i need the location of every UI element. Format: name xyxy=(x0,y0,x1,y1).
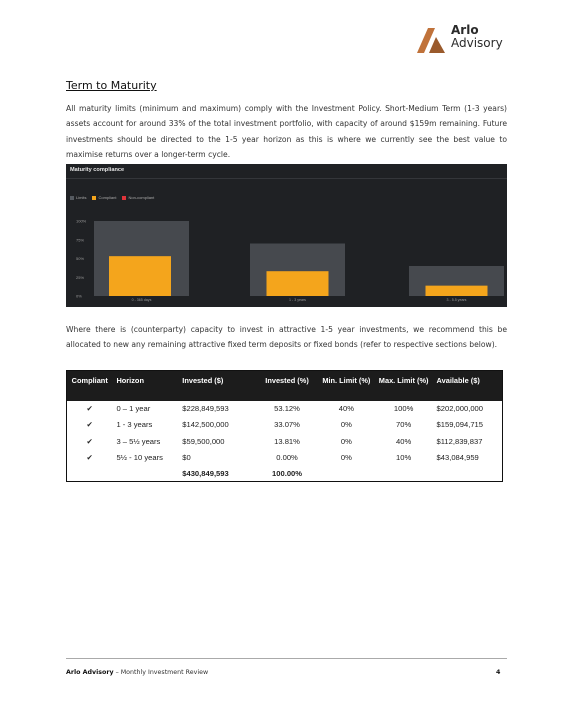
x-tick-label: 1 - 3 years xyxy=(289,298,306,302)
cell-min: 0% xyxy=(340,420,352,430)
y-tick-label: 25% xyxy=(76,274,85,280)
cell-total-invested: $430,849,593 xyxy=(182,469,229,479)
x-tick-label: 0 - 365 days xyxy=(131,298,152,302)
table-total-row xyxy=(67,466,503,482)
maturity-compliance-chart xyxy=(66,164,507,307)
cell-pct: 33.07% xyxy=(274,420,300,430)
arlo-logo-mark-icon xyxy=(415,26,447,54)
cell-empty xyxy=(318,466,375,482)
footer-subtitle: – Monthly Investment Review xyxy=(113,669,209,676)
cell-horizon: 1 - 3 years xyxy=(116,420,153,430)
recommendation-paragraph: Where there is (counterparty) capacity to invest in attractive 1-5 year investments, we recommend this be allocated to new any remaining attractive fixed term deposits or fixed bonds (refer to respective sections below). xyxy=(66,325,507,350)
cell-pct: 0.00% xyxy=(276,453,298,463)
table-row xyxy=(67,433,503,449)
cell-empty xyxy=(112,466,178,482)
col-header-available: Available ($) xyxy=(433,371,503,401)
y-tick-label: 100% xyxy=(76,218,87,224)
check-icon: ✔ xyxy=(86,404,93,414)
bar-compliant xyxy=(267,271,329,296)
y-tick-label: 0% xyxy=(76,293,82,299)
y-tick-label: 50% xyxy=(76,256,85,261)
cell-max: 100% xyxy=(393,404,414,414)
cell-horizon: 3 – 5½ years xyxy=(116,436,161,446)
cell-empty xyxy=(375,466,433,482)
cell-invested: $142,500,000 xyxy=(182,420,229,430)
footer-text xyxy=(66,669,208,676)
check-icon: ✔ xyxy=(86,453,93,463)
cell-min: 0% xyxy=(340,436,352,446)
arlo-logo xyxy=(415,24,525,58)
footer-brand: Arlo Advisory xyxy=(66,669,114,676)
col-header-min-limit: Min. Limit (%) xyxy=(318,371,375,401)
cell-empty xyxy=(67,466,113,482)
cell-min: 40% xyxy=(338,404,354,414)
cell-available: $43,084,959 xyxy=(436,453,479,463)
cell-max: 40% xyxy=(396,436,412,446)
legend-label-compliant: Compliant xyxy=(98,195,117,200)
chart-title: Maturity compliance xyxy=(70,167,125,173)
cell-horizon: 0 – 1 year xyxy=(116,404,151,414)
cell-invested: $228,849,593 xyxy=(182,404,229,414)
legend-label-non-compliant: Non-compliant xyxy=(128,195,155,200)
cell-max: 70% xyxy=(396,420,412,430)
table-row xyxy=(67,449,503,465)
logo-wordmark xyxy=(451,24,503,50)
cell-available: $202,000,000 xyxy=(436,404,483,414)
col-header-invested-pct: Invested (%) xyxy=(256,371,318,401)
logo-line-2: Advisory xyxy=(451,36,503,50)
table-row xyxy=(67,401,503,417)
cell-available: $112,839,837 xyxy=(436,436,483,446)
section-title: Term to Maturity xyxy=(66,79,157,92)
table-header-row xyxy=(67,371,503,401)
cell-empty xyxy=(433,466,503,482)
cell-pct: 13.81% xyxy=(274,436,300,446)
page-number: 4 xyxy=(496,669,501,676)
bar-compliant xyxy=(426,286,488,296)
cell-min: 0% xyxy=(340,453,352,463)
cell-invested: $0 xyxy=(182,453,191,463)
logo-line-1: Arlo xyxy=(451,23,479,37)
intro-paragraph: All maturity limits (minimum and maximum) comply with the Investment Policy. Short-Medium Term (1-3 years) assets account for around 33% of the total investment portfolio, with capacity of around $159m remaining. Future investments should be directed to the 1-5 year horizon as this is where we currently see the best value to maximise returns over a longer-term cycle. xyxy=(66,104,507,160)
cell-total-pct: 100.00% xyxy=(272,469,303,479)
table-row xyxy=(67,417,503,433)
col-header-horizon: Horizon xyxy=(112,371,178,401)
col-header-compliant: Compliant xyxy=(67,371,113,401)
col-header-invested-dollars: Invested ($) xyxy=(178,371,256,401)
check-icon: ✔ xyxy=(86,420,93,430)
x-tick-label: 3 - 5.5 years xyxy=(446,298,467,302)
col-header-max-limit: Max. Limit (%) xyxy=(375,371,433,401)
legend-label-limits: Limits xyxy=(76,195,87,200)
cell-invested: $59,500,000 xyxy=(182,436,225,446)
cell-available: $159,094,715 xyxy=(436,420,483,430)
y-tick-label: 75% xyxy=(76,237,85,243)
check-icon: ✔ xyxy=(86,436,93,446)
bar-compliant xyxy=(109,256,171,296)
cell-pct: 53.12% xyxy=(274,404,300,414)
chart-plot-area xyxy=(66,164,507,307)
footer-divider xyxy=(66,658,507,659)
maturity-table xyxy=(66,370,503,482)
cell-max: 10% xyxy=(396,453,412,463)
cell-horizon: 5½ - 10 years xyxy=(116,453,163,463)
